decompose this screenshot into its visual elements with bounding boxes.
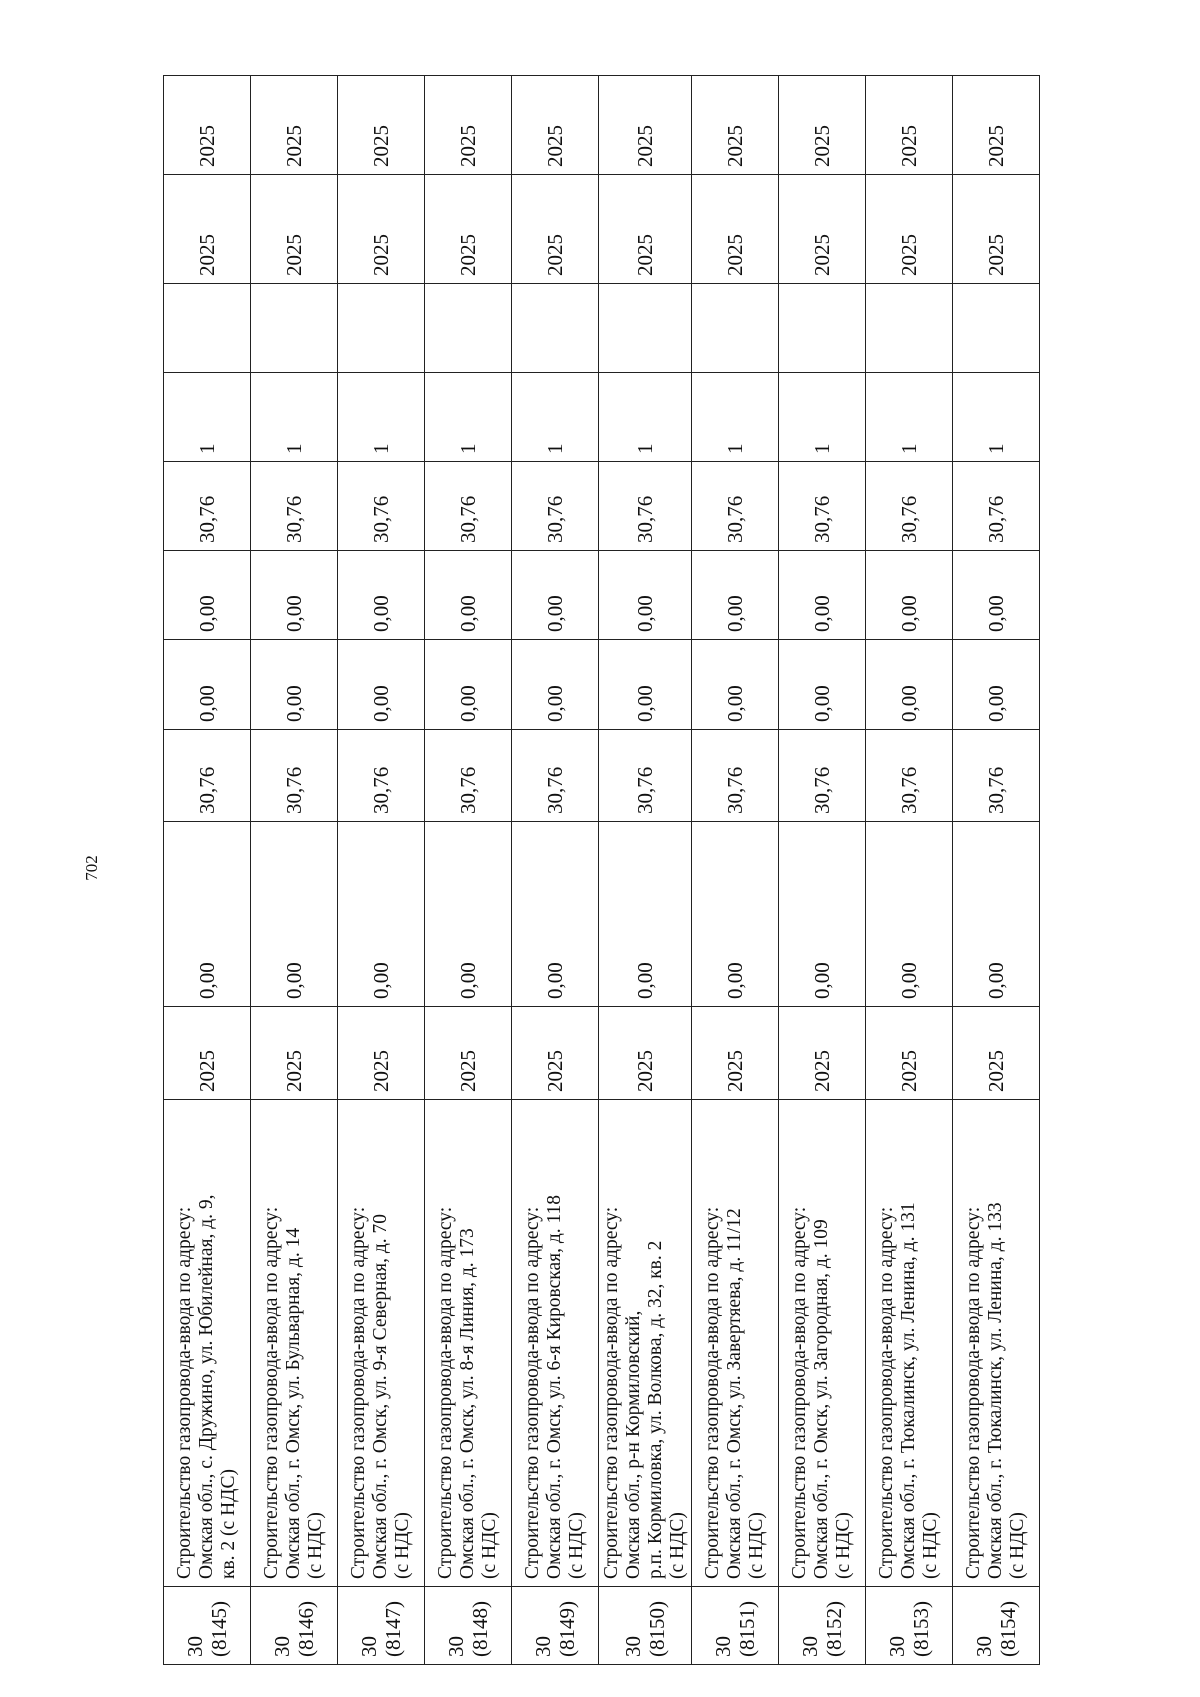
description-cell [251,1100,338,1587]
empty-cell [164,284,251,373]
empty-cell [599,284,692,373]
quantity-cell: 1 [251,373,338,462]
value-2-cell: 30,76 [953,730,1040,822]
description-line: Строительство газопровода-ввода по адресу: [348,1206,369,1579]
row-number: 30 [444,1636,468,1657]
year-2-cell: 2025 [251,76,338,175]
value-5-cell: 30,76 [692,462,779,551]
table-row [164,76,251,1665]
quantity-cell: 1 [599,373,692,462]
table-row [866,76,953,1665]
year-1-cell: 2025 [251,175,338,284]
year-2-cell: 2025 [338,76,425,175]
row-number: 30 [621,1636,645,1657]
description-line: Омская обл., г. Омск, ул. Загородная, д. 109 [811,1219,832,1579]
description-line: (с НДС) [479,1512,500,1579]
value-3-cell: 0,00 [164,640,251,730]
empty-cell [779,284,866,373]
value-1-cell: 0,00 [692,822,779,1007]
description-cell [953,1100,1040,1587]
description-line: кв. 2 (с НДС) [218,1469,239,1579]
value-4-cell: 0,00 [164,551,251,640]
empty-cell [425,284,512,373]
empty-cell [512,284,599,373]
row-number-cell [779,1587,866,1665]
description-line: (с НДС) [392,1512,413,1579]
description-line: Омская обл., г. Тюкалинск, ул. Ленина, д. 133 [985,1202,1006,1579]
year-1-cell: 2025 [953,175,1040,284]
description-line: (с НДС) [1007,1512,1028,1579]
value-5-cell: 30,76 [338,462,425,551]
description-line: Омская обл., г. Омск, ул. 8-я Линия, д. 173 [457,1228,478,1579]
value-5-cell: 30,76 [164,462,251,551]
start-year-cell: 2025 [953,1007,1040,1100]
value-1-cell: 0,00 [599,822,692,1007]
description-line: Строительство газопровода-ввода по адресу: [876,1206,897,1579]
value-1-cell: 0,00 [779,822,866,1007]
value-3-cell: 0,00 [866,640,953,730]
description-line: Омская обл., г. Омск, ул. 9-я Северная, д. 70 [370,1214,391,1579]
row-number: 30 [798,1636,822,1657]
table-row [692,76,779,1665]
year-2-cell: 2025 [512,76,599,175]
year-1-cell: 2025 [338,175,425,284]
description-line: Омская обл., с. Дружино, ул. Юбилейная, д. 9, [196,1194,217,1579]
row-number: 30 [531,1636,555,1657]
description-line: р.п. Кормиловка, ул. Волкова, д. 32, кв. 2 [645,1240,666,1579]
description-line: Омская обл., г. Тюкалинск, ул. Ленина, д. 131 [898,1202,919,1579]
value-3-cell: 0,00 [692,640,779,730]
description-line: Строительство газопровода-ввода по адресу: [963,1206,984,1579]
row-number-cell [953,1587,1040,1665]
year-1-cell: 2025 [512,175,599,284]
start-year-cell: 2025 [338,1007,425,1100]
row-number: 30 [972,1636,996,1657]
description-cell [599,1100,692,1587]
value-2-cell: 30,76 [338,730,425,822]
row-code: (8154) [996,1601,1020,1657]
start-year-cell: 2025 [512,1007,599,1100]
row-code: (8153) [909,1601,933,1657]
rotated-table-container [163,75,1033,1665]
value-4-cell: 0,00 [251,551,338,640]
value-2-cell: 30,76 [692,730,779,822]
description-cell [866,1100,953,1587]
page-number: 702 [82,855,101,881]
row-number-cell [338,1587,425,1665]
description-line: Строительство газопровода-ввода по адресу: [261,1206,282,1579]
value-1-cell: 0,00 [953,822,1040,1007]
row-code: (8150) [645,1601,669,1657]
description-line: Строительство газопровода-ввода по адресу: [702,1206,723,1579]
value-3-cell: 0,00 [425,640,512,730]
start-year-cell: 2025 [866,1007,953,1100]
description-line: Омская обл., г. Омск, ул. 6-я Кировская, д. 118 [544,1194,565,1579]
value-5-cell: 30,76 [251,462,338,551]
investment-table [163,75,1040,1665]
quantity-cell: 1 [512,373,599,462]
year-2-cell: 2025 [164,76,251,175]
value-2-cell: 30,76 [425,730,512,822]
value-4-cell: 0,00 [599,551,692,640]
start-year-cell: 2025 [251,1007,338,1100]
description-line: (с НДС) [566,1512,587,1579]
description-line: Омская обл., г. Омск, ул. Бульварная, д. 14 [283,1227,304,1579]
description-cell [338,1100,425,1587]
value-4-cell: 0,00 [512,551,599,640]
description-line: Строительство газопровода-ввода по адресу: [522,1206,543,1579]
year-2-cell: 2025 [779,76,866,175]
quantity-cell: 1 [866,373,953,462]
quantity-cell: 1 [779,373,866,462]
row-number-cell [866,1587,953,1665]
row-code: (8148) [468,1601,492,1657]
value-2-cell: 30,76 [779,730,866,822]
description-line: Строительство газопровода-ввода по адресу: [789,1206,810,1579]
row-number: 30 [711,1636,735,1657]
description-line: Омская обл., р-н Кормиловский, [623,1310,644,1579]
value-3-cell: 0,00 [512,640,599,730]
row-number-cell [251,1587,338,1665]
row-number: 30 [183,1636,207,1657]
empty-cell [251,284,338,373]
empty-cell [338,284,425,373]
year-2-cell: 2025 [866,76,953,175]
row-number: 30 [885,1636,909,1657]
row-number-cell [512,1587,599,1665]
year-1-cell: 2025 [692,175,779,284]
value-3-cell: 0,00 [251,640,338,730]
quantity-cell: 1 [164,373,251,462]
description-cell [512,1100,599,1587]
description-line: (с НДС) [833,1512,854,1579]
year-1-cell: 2025 [164,175,251,284]
description-cell [692,1100,779,1587]
value-1-cell: 0,00 [866,822,953,1007]
table-row [599,76,692,1665]
quantity-cell: 1 [692,373,779,462]
empty-cell [953,284,1040,373]
value-4-cell: 0,00 [338,551,425,640]
value-2-cell: 30,76 [512,730,599,822]
value-4-cell: 0,00 [953,551,1040,640]
row-number: 30 [357,1636,381,1657]
value-5-cell: 30,76 [779,462,866,551]
value-3-cell: 0,00 [599,640,692,730]
value-2-cell: 30,76 [599,730,692,822]
value-4-cell: 0,00 [692,551,779,640]
value-2-cell: 30,76 [251,730,338,822]
value-1-cell: 0,00 [338,822,425,1007]
quantity-cell: 1 [953,373,1040,462]
year-2-cell: 2025 [953,76,1040,175]
year-1-cell: 2025 [779,175,866,284]
value-1-cell: 0,00 [164,822,251,1007]
table-row [512,76,599,1665]
year-2-cell: 2025 [692,76,779,175]
row-number-cell [164,1587,251,1665]
table-row [779,76,866,1665]
start-year-cell: 2025 [779,1007,866,1100]
value-5-cell: 30,76 [512,462,599,551]
table-row [251,76,338,1665]
description-line: (с НДС) [920,1512,941,1579]
start-year-cell: 2025 [164,1007,251,1100]
description-line: (с НДС) [667,1512,688,1579]
table-row [425,76,512,1665]
row-code: (8145) [207,1601,231,1657]
row-code: (8146) [294,1601,318,1657]
value-5-cell: 30,76 [953,462,1040,551]
value-3-cell: 0,00 [953,640,1040,730]
start-year-cell: 2025 [425,1007,512,1100]
value-2-cell: 30,76 [866,730,953,822]
empty-cell [692,284,779,373]
value-4-cell: 0,00 [779,551,866,640]
description-line: Омская обл., г. Омск, ул. Завертяева, д. 11/12 [724,1208,745,1579]
value-5-cell: 30,76 [425,462,512,551]
description-line: (с НДС) [746,1512,767,1579]
year-2-cell: 2025 [425,76,512,175]
value-3-cell: 0,00 [779,640,866,730]
value-1-cell: 0,00 [512,822,599,1007]
description-line: (с НДС) [305,1512,326,1579]
value-5-cell: 30,76 [599,462,692,551]
value-5-cell: 30,76 [866,462,953,551]
year-2-cell: 2025 [599,76,692,175]
row-code: (8152) [822,1601,846,1657]
value-4-cell: 0,00 [866,551,953,640]
year-1-cell: 2025 [599,175,692,284]
table-row [953,76,1040,1665]
year-1-cell: 2025 [866,175,953,284]
year-1-cell: 2025 [425,175,512,284]
value-3-cell: 0,00 [338,640,425,730]
value-4-cell: 0,00 [425,551,512,640]
row-number: 30 [270,1636,294,1657]
start-year-cell: 2025 [599,1007,692,1100]
value-2-cell: 30,76 [164,730,251,822]
value-1-cell: 0,00 [425,822,512,1007]
row-code: (8149) [555,1601,579,1657]
row-code: (8147) [381,1601,405,1657]
description-cell [425,1100,512,1587]
description-cell [779,1100,866,1587]
row-number-cell [599,1587,692,1665]
quantity-cell: 1 [338,373,425,462]
description-line: Строительство газопровода-ввода по адресу: [435,1206,456,1579]
table-row [338,76,425,1665]
row-number-cell [692,1587,779,1665]
description-line: Строительство газопровода-ввода по адресу: [601,1206,622,1579]
quantity-cell: 1 [425,373,512,462]
description-cell [164,1100,251,1587]
table-body [164,76,1040,1665]
row-number-cell [425,1587,512,1665]
start-year-cell: 2025 [692,1007,779,1100]
value-1-cell: 0,00 [251,822,338,1007]
empty-cell [866,284,953,373]
row-code: (8151) [735,1601,759,1657]
description-line: Строительство газопровода-ввода по адресу: [174,1206,195,1579]
